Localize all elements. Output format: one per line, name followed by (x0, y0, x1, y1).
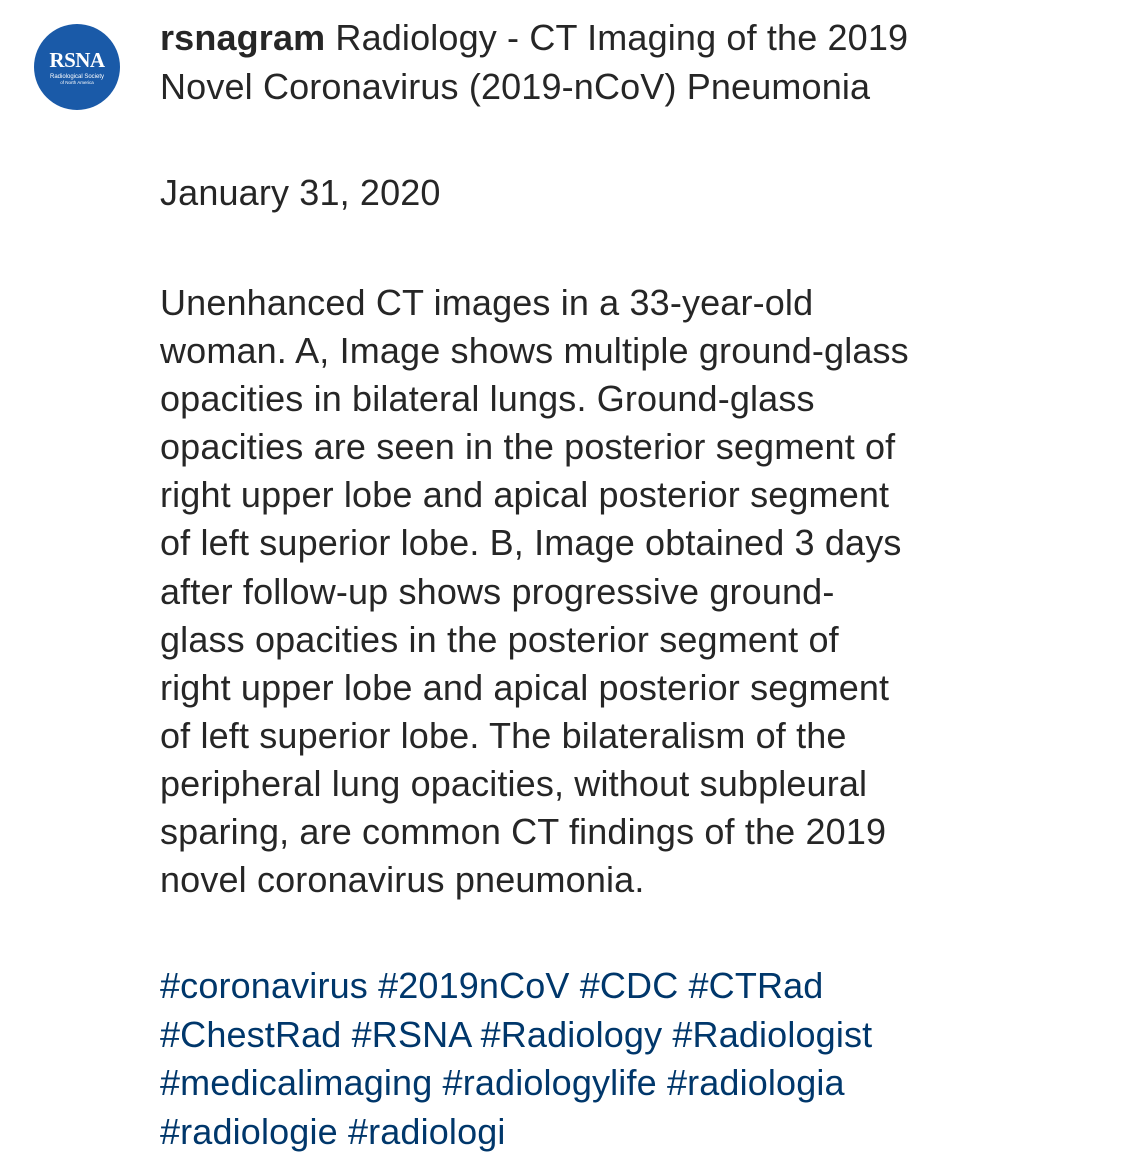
body-line: Unenhanced CT images in a 33-year-old (160, 282, 814, 323)
hashtag-link[interactable]: #2019nCoV (378, 965, 570, 1006)
hashtag-link[interactable]: #radiologie (160, 1110, 338, 1152)
hashtag-link[interactable]: #Radiologist (672, 1013, 873, 1055)
hashtag-link[interactable]: #radiologia (666, 1062, 845, 1103)
post-date: January 31, 2020 (160, 172, 441, 213)
body-line: after follow-up shows progressive ground- (160, 570, 835, 612)
hashtag-line (160, 1059, 1110, 1108)
hashtag-line (160, 962, 1110, 1011)
avatar-sub-line2: of North America (60, 79, 94, 85)
hashtag-link[interactable]: #radiologylife (442, 1062, 657, 1103)
hashtag-link[interactable]: #CDC (579, 965, 679, 1006)
hashtag-line (160, 1108, 1110, 1157)
body-line: opacities are seen in the posterior segment of (160, 426, 896, 468)
hashtag-link[interactable]: #RSNA (351, 1013, 471, 1055)
avatar-logo-text: RSNA (49, 48, 105, 73)
caption-title-line1: Radiology - CT Imaging of the 2019 (325, 17, 909, 58)
body-line: right upper lobe and apical posterior segment (160, 666, 890, 708)
hashtag-link[interactable]: #medicalimaging (160, 1062, 433, 1103)
avatar-sub-line1: Radiological Society (49, 74, 105, 81)
body-line: opacities in bilateral lungs. Ground-glass (160, 378, 815, 420)
hashtag-list (160, 962, 1110, 1156)
hashtag-link[interactable]: #CTRad (688, 965, 824, 1006)
caption-title-line2: Novel Coronavirus (2019-nCoV) Pneumonia (160, 65, 871, 107)
body-line: of left superior lobe. B, Image obtained 3 days (160, 522, 902, 564)
hashtag-link[interactable]: #ChestRad (160, 1013, 342, 1055)
username-link[interactable]: rsnagram (160, 17, 326, 58)
body-line: sparing, are common CT findings of the 2019 (160, 811, 887, 853)
body-line: peripheral lung opacities, without subpleural (160, 762, 868, 804)
body-line: glass opacities in the posterior segment of (160, 618, 839, 660)
body-line: right upper lobe and apical posterior segment (160, 474, 890, 516)
body-line: novel coronavirus pneumonia. (160, 859, 645, 901)
body-line: woman. A, Image shows multiple ground-glass (160, 330, 909, 372)
hashtag-link[interactable]: #Radiology (480, 1013, 663, 1055)
hashtag-line (160, 1011, 1110, 1060)
avatar[interactable] (34, 24, 120, 110)
hashtag-link[interactable]: #radiologi (347, 1110, 506, 1152)
body-line: of left superior lobe. The bilateralism of the (160, 714, 847, 756)
hashtag-link[interactable]: #coronavirus (160, 965, 368, 1006)
post-caption (160, 14, 1100, 111)
post-body (160, 279, 1110, 904)
